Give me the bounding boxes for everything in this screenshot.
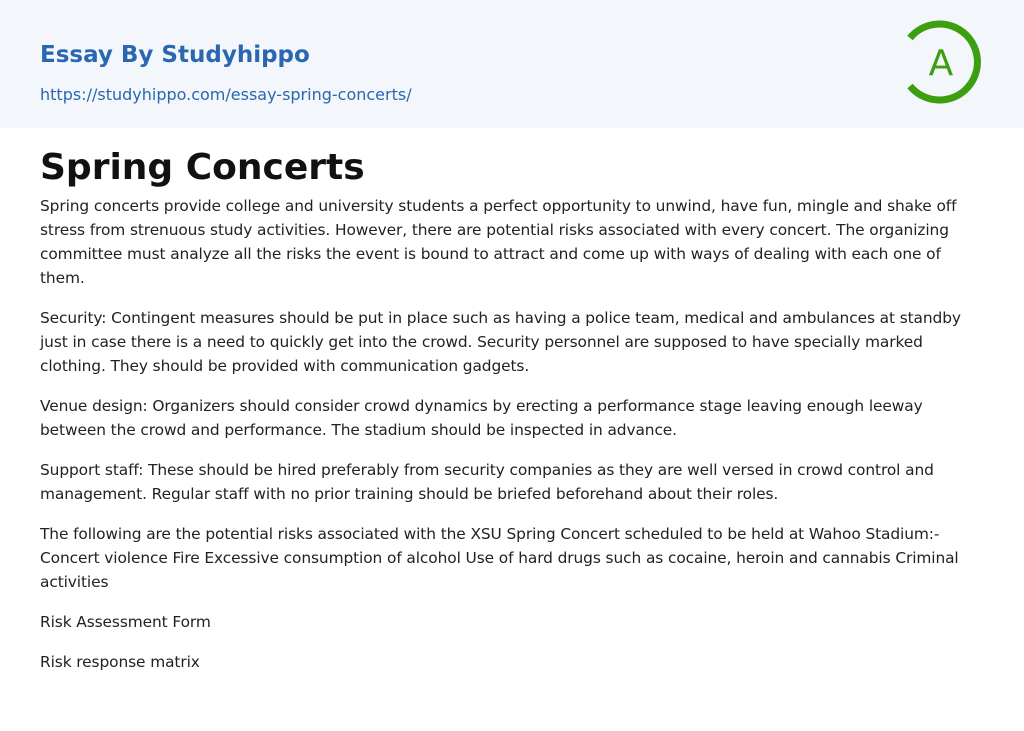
paragraph-venue-design: Venue design: Organizers should consider crowd dynamics by erecting a performance stage leaving enough leeway between the crowd and performance. The stadium should be inspected in advance. [40,397,923,439]
essay-url-link[interactable]: https://studyhippo.com/essay-spring-concerts/ [40,85,412,104]
paragraph-risks: The following are the potential risks associated with the XSU Spring Concert scheduled to be held at Wahoo Stadium:- Concert violence Fire Excessive consumption of alcohol Use of hard drugs such as cocaine, heroin and cannabis Criminal activities [40,525,959,591]
paragraph-risk-response-matrix: Risk response matrix [40,653,200,671]
paragraph-risk-assessment-form: Risk Assessment Form [40,613,211,631]
paragraph-support-staff: Support staff: These should be hired preferably from security companies as they are well versed in crowd control and management. Regular staff with no prior training should be briefed beforehand about their roles. [40,461,934,503]
essay-title: Spring Concerts [40,147,365,188]
site-title: Essay By Studyhippo [40,42,310,68]
paragraph-intro: Spring concerts provide college and university students a perfect opportunity to unwind, have fun, mingle and shake off stress from strenuous study activities. However, there are potential risks associated with every concert. The organizing committee must analyze all the risks the event is bound to attract and come up with ways of dealing with each one of them. [40,197,957,287]
svg-text:A: A [928,43,954,84]
paragraph-security: Security: Contingent measures should be put in place such as having a police team, medical and ambulances at standby just in case there is a need to quickly get into the crowd. Security personnel are supposed to have specially marked clothing. They should be provided with communication gadgets. [40,309,961,375]
essay-body [40,194,990,690]
studyhippo-logo-icon[interactable] [900,18,988,106]
